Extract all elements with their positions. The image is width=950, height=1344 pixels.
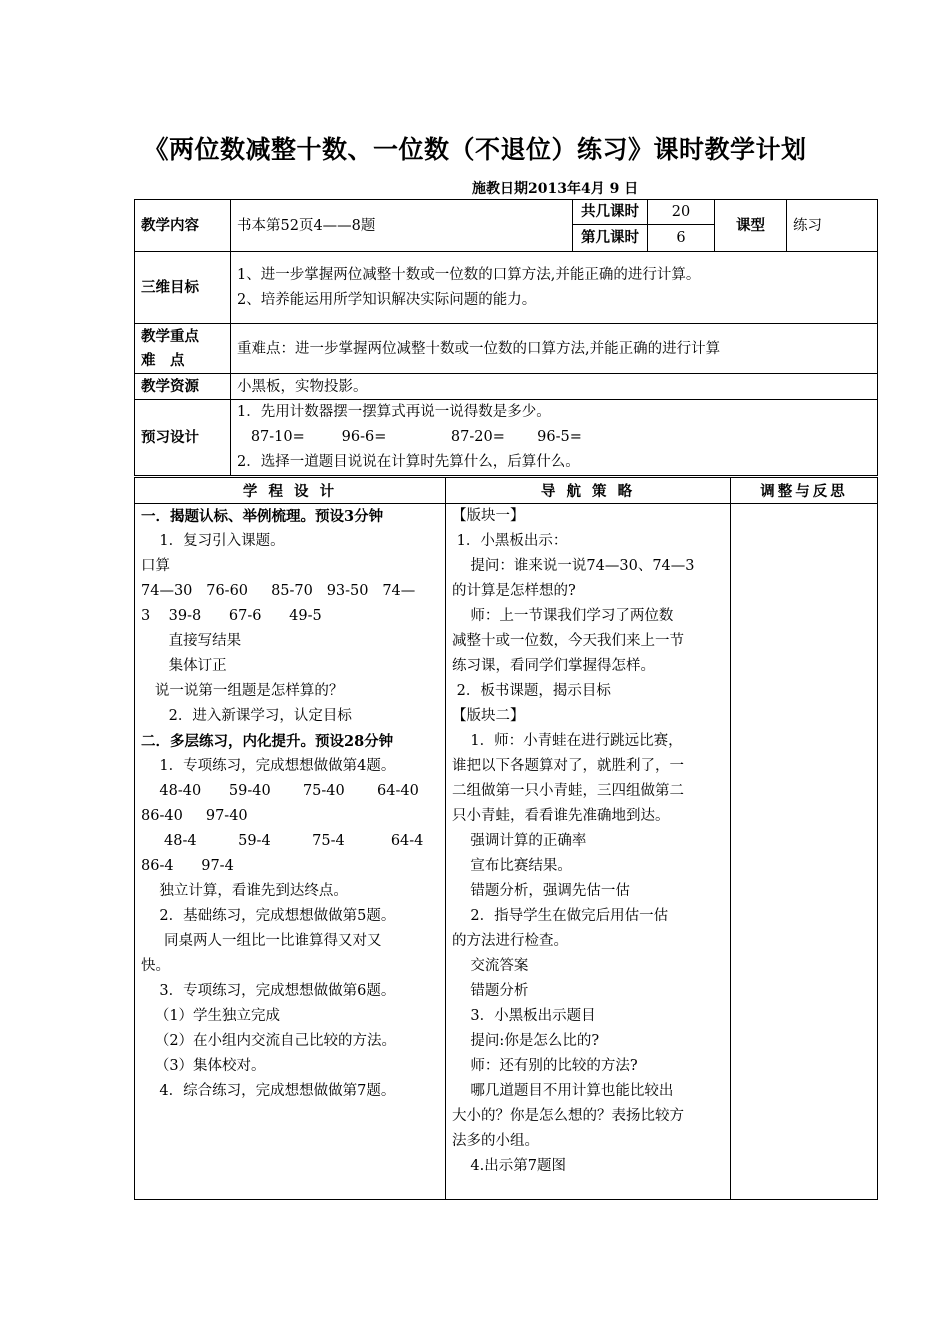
teaching-date: 施教日期2013年4月 9 日 bbox=[472, 181, 639, 197]
total-lessons-value: 20 bbox=[648, 200, 715, 225]
text-line: 4.出示第7题图 bbox=[452, 1158, 566, 1174]
text-line: 2．板书课题，揭示目标 bbox=[452, 683, 611, 699]
text-line: 口算 bbox=[141, 558, 170, 574]
text-line: 谁把以下各题算对了，就胜利了，一 bbox=[452, 758, 684, 774]
page-title: 《两位数减整十数、一位数（不退位）练习》课时教学计划 bbox=[143, 135, 807, 164]
goals-label: 三维目标 bbox=[135, 252, 231, 324]
plan-header-table bbox=[134, 199, 878, 476]
text-line: 48-40 59-40 75-40 64-40 bbox=[141, 783, 419, 799]
text-line: 的计算是怎样想的? bbox=[452, 583, 576, 599]
preview-text bbox=[231, 400, 878, 476]
key-label-line1: 教学重点 bbox=[141, 327, 199, 345]
text-line: 交流答案 bbox=[452, 958, 529, 974]
total-lessons-label: 共几课时 bbox=[573, 200, 648, 225]
text-line: 3．小黑板出示题目 bbox=[452, 1008, 596, 1024]
goal-line: 2、培养能运用所学知识解决实际问题的能力。 bbox=[237, 291, 537, 308]
text-line: 的方法进行检查。 bbox=[452, 933, 568, 949]
text-line: 2．进入新课学习，认定目标 bbox=[141, 708, 352, 724]
reflection-column bbox=[731, 504, 878, 1200]
text-line: 同桌两人一组比一比谁算得又对又 bbox=[141, 933, 382, 949]
text-line: 快。 bbox=[141, 958, 170, 974]
text-line: 3．专项练习，完成想想做做第6题。 bbox=[141, 983, 396, 999]
text-line: 2．指导学生在做完后用估一估 bbox=[452, 908, 669, 924]
text-line: 独立计算，看谁先到达终点。 bbox=[141, 883, 348, 899]
text-line: 74—30 76-60 85-70 93-50 74— bbox=[141, 583, 416, 599]
text-line: 集体订正 bbox=[141, 658, 227, 674]
text-line: 1．师：小青蛙在进行跳远比赛， bbox=[452, 733, 683, 749]
lesson-type-value: 练习 bbox=[787, 200, 878, 252]
text-line: 大小的？你是怎么想的？表扬比较方 bbox=[452, 1108, 684, 1124]
text-line: 1．复习引入课题。 bbox=[141, 533, 285, 549]
preview-line: 2．选择一道题目说说在计算时先算什么，后算什么。 bbox=[237, 454, 580, 470]
text-line: 说一说第一组题是怎样算的？ bbox=[141, 683, 344, 699]
content-label: 教学内容 bbox=[135, 200, 231, 252]
content-value: 书本第52页4——8题 bbox=[231, 200, 573, 252]
resources-label: 教学资源 bbox=[135, 374, 231, 400]
text-line: 错题分析 bbox=[452, 983, 529, 999]
text-line: 1．专项练习，完成想想做做第4题。 bbox=[141, 758, 396, 774]
text-line: 二组做第一只小青蛙，三四组做第二 bbox=[452, 783, 684, 799]
preview-label: 预习设计 bbox=[135, 400, 231, 476]
text-line: 错题分析，强调先估一估 bbox=[452, 883, 630, 899]
text-line: 宣布比赛结果。 bbox=[452, 858, 572, 874]
process-column bbox=[135, 504, 446, 1200]
text-line: 一．揭题认标、举例梳理。预设3分钟 bbox=[141, 508, 384, 525]
text-line: 1．小黑板出示： bbox=[452, 533, 568, 549]
text-line: 【版块二】 bbox=[452, 708, 525, 724]
key-points-label bbox=[135, 324, 231, 374]
text-line: 48-4 59-4 75-4 64-4 bbox=[141, 833, 424, 849]
preview-line: 1．先用计数器摆一摆算式再说一说得数是多少。 bbox=[237, 404, 551, 420]
key-points-value: 重难点：进一步掌握两位减整十数或一位数的口算方法,并能正确的进行计算 bbox=[231, 324, 878, 374]
column-header-process: 学 程 设 计 bbox=[135, 478, 446, 504]
nth-lesson-label: 第几课时 bbox=[573, 225, 648, 252]
text-line: 86-4 97-4 bbox=[141, 858, 234, 874]
text-line: 法多的小组。 bbox=[452, 1133, 539, 1149]
column-header-reflection: 调整与反思 bbox=[731, 478, 878, 504]
text-line: （1）学生独立完成 bbox=[141, 1008, 281, 1024]
text-line: 二．多层练习，内化提升。预设28分钟 bbox=[141, 733, 394, 750]
text-line: 师：上一节课我们学习了两位数 bbox=[452, 608, 674, 624]
text-line: 哪几道题目不用计算也能比较出 bbox=[452, 1083, 674, 1099]
resources-value: 小黑板，实物投影。 bbox=[231, 374, 878, 400]
text-line: 86-40 97-40 bbox=[141, 808, 248, 824]
process-table bbox=[134, 477, 878, 1200]
text-line: 减整十或一位数，今天我们来上一节 bbox=[452, 633, 684, 649]
text-line: 【版块一】 bbox=[452, 508, 525, 524]
goals-text bbox=[231, 252, 878, 324]
lesson-type-label: 课型 bbox=[715, 200, 787, 252]
preview-line: 87-10= 96-6= 87-20= 96-5= bbox=[237, 429, 582, 445]
text-line: 强调计算的正确率 bbox=[452, 833, 587, 849]
text-line: 4．综合练习，完成想想做做第7题。 bbox=[141, 1083, 396, 1099]
text-line: 提问:你是怎么比的? bbox=[452, 1033, 600, 1049]
text-line: 直接写结果 bbox=[141, 633, 242, 649]
text-line: 师：还有别的比较的方法? bbox=[452, 1058, 638, 1074]
text-line: （2）在小组内交流自己比较的方法。 bbox=[141, 1033, 397, 1049]
text-line: 只小青蛙，看看谁先准确地到达。 bbox=[452, 808, 670, 824]
column-header-strategy: 导 航 策 略 bbox=[446, 478, 731, 504]
text-line: 提问：谁来说一说74—30、74—3 bbox=[452, 558, 695, 574]
text-line: （3）集体校对。 bbox=[141, 1058, 266, 1074]
nth-lesson-value: 6 bbox=[648, 225, 715, 252]
text-line: 3 39-8 67-6 49-5 bbox=[141, 608, 322, 624]
key-label-line2: 难 点 bbox=[141, 351, 185, 369]
strategy-column bbox=[446, 504, 731, 1200]
text-line: 练习课，看同学们掌握得怎样。 bbox=[452, 658, 655, 674]
text-line: 2．基础练习，完成想想做做第5题。 bbox=[141, 908, 396, 924]
goal-line: 1、进一步掌握两位减整十数或一位数的口算方法,并能正确的进行计算。 bbox=[237, 266, 701, 283]
